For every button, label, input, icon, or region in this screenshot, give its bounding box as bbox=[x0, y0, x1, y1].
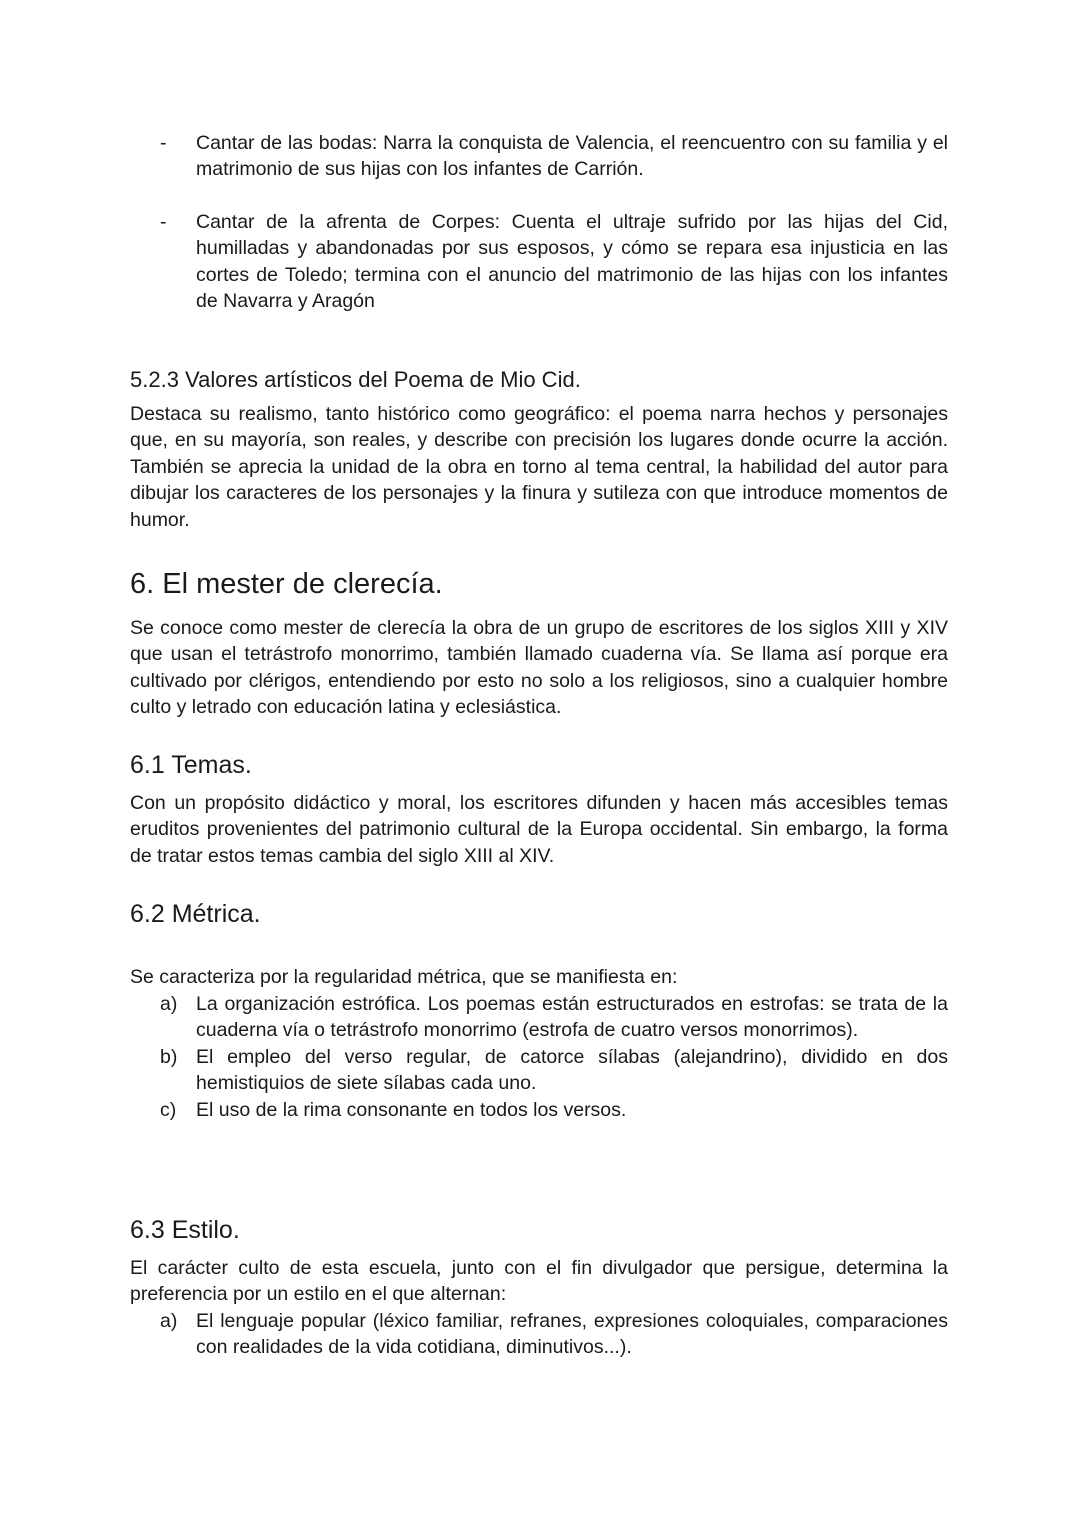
heading-6-3: 6.3 Estilo. bbox=[130, 1216, 240, 1244]
list-marker: a) bbox=[160, 1310, 178, 1332]
bullet-item-cantar-bodas bbox=[160, 130, 948, 183]
list-marker: b) bbox=[160, 1046, 178, 1068]
heading-6-1: 6.1 Temas. bbox=[130, 751, 252, 779]
list-item-6-3-a bbox=[160, 1308, 948, 1361]
bullet-item-afrenta-corpes bbox=[160, 209, 948, 315]
paragraph-5-2-3: Destaca su realismo, tanto histórico como geográfico: el poema narra hechos y personajes que, en su mayoría, son reales, y describe con precisión los lugares donde ocurre la acción. También se aprecia la unidad de la obra en torno al tema central, la habilidad del autor para dibujar los caracteres de los personajes y la finura y sutileza con que introduce momentos de humor. bbox=[130, 403, 948, 531]
list-text: El uso de la rima consonante en todos los versos. bbox=[196, 1099, 627, 1121]
paragraph-6-1: Con un propósito didáctico y moral, los escritores difunden y hacen más accesibles temas eruditos provenientes del patrimonio cultural de la Europa occidental. Sin embargo, la forma de tratar estos temas cambia del siglo XIII al XIV. bbox=[130, 792, 948, 867]
heading-6-2: 6.2 Métrica. bbox=[130, 900, 261, 928]
list-item-6-2-b bbox=[160, 1044, 948, 1097]
list-item-6-2-c bbox=[160, 1097, 948, 1123]
bullet-marker: - bbox=[160, 211, 167, 233]
list-text: La organización estrófica. Los poemas están estructurados en estrofas: se trata de la cuaderna vía o tetrástrofo monorrimo (estrofa de cuatro versos monorrimos). bbox=[196, 993, 948, 1042]
paragraph-6: Se conoce como mester de clerecía la obra de un grupo de escritores de los siglos XIII y XIV que usan el tetrástrofo monorrimo, también llamado cuaderna vía. Se llama así porque era cultivado por clérigos, entendiendo por esto no solo a los religiosos, sino a cualquier hombre culto y letrado con educación latina y eclesiástica. bbox=[130, 617, 948, 719]
bullet-text: Cantar de la afrenta de Corpes: Cuenta el ultraje sufrido por las hijas del Cid, humilladas y abandonadas por sus esposos, y cómo se repara esa injusticia en las cortes de Toledo; termina con el anuncio del matrimonio de las hijas con los infantes de Navarra y Aragón bbox=[196, 211, 948, 313]
paragraph-6-3-intro: El carácter culto de esta escuela, junto con el fin divulgador que persigue, determina la preferencia por un estilo en el que alternan: bbox=[130, 1257, 948, 1306]
list-text: El lenguaje popular (léxico familiar, refranes, expresiones coloquiales, comparaciones con realidades de la vida cotidiana, diminutivos...). bbox=[196, 1310, 948, 1359]
bullet-marker: - bbox=[160, 132, 167, 154]
list-marker: c) bbox=[160, 1099, 177, 1121]
list-marker: a) bbox=[160, 993, 178, 1015]
heading-5-2-3: 5.2.3 Valores artísticos del Poema de Mio Cid. bbox=[130, 367, 581, 392]
paragraph-6-2-intro: Se caracteriza por la regularidad métrica, que se manifiesta en: bbox=[130, 966, 678, 988]
list-text: El empleo del verso regular, de catorce sílabas (alejandrino), dividido en dos hemistiquios de siete sílabas cada uno. bbox=[196, 1046, 948, 1095]
heading-6: 6. El mester de clerecía. bbox=[130, 568, 443, 600]
bullet-text: Cantar de las bodas: Narra la conquista de Valencia, el reencuentro con su familia y el matrimonio de sus hijas con los infantes de Carrión. bbox=[196, 132, 948, 181]
list-item-6-2-a bbox=[160, 991, 948, 1044]
